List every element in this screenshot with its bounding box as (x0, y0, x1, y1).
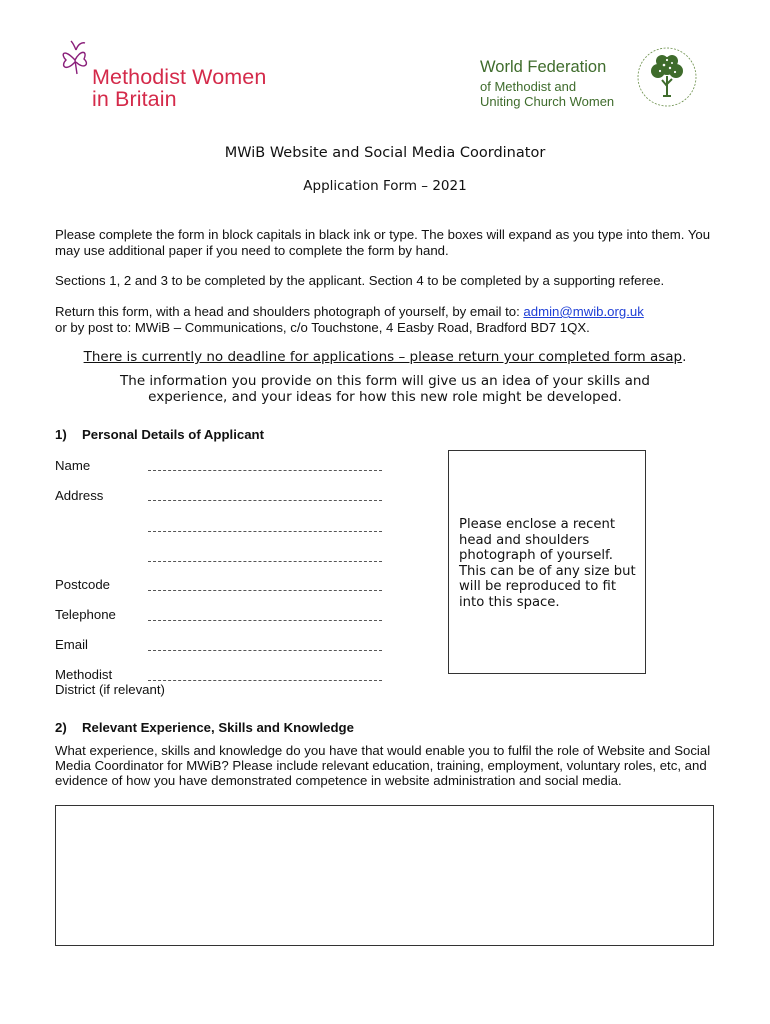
name-field[interactable] (148, 470, 382, 471)
wf-subtitle (480, 79, 614, 109)
section-2-title: Relevant Experience, Skills and Knowledge (82, 720, 354, 735)
postal-address: or by post to: MWiB – Communications, c/o Touchstone, 4 Easby Road, Bradford BD7 1QX. (55, 319, 590, 335)
page-title: MWiB Website and Social Media Coordinator (224, 145, 546, 161)
email-label: Email (55, 637, 88, 652)
telephone-field[interactable] (148, 620, 382, 621)
deadline-text: There is currently no deadline for applications – please return your completed form asap (83, 349, 683, 365)
tree-icon (636, 46, 698, 108)
section-1-number: 1) (55, 427, 67, 442)
deadline-period: . (682, 349, 687, 365)
intro-paragraph-3 (55, 304, 715, 335)
photo-box[interactable] (448, 450, 646, 674)
district-field[interactable] (148, 680, 382, 681)
info-paragraph: The information you provide on this form will give us an idea of your skills and experience, and your ideas for how this new role might be developed. (120, 373, 650, 405)
page-subtitle: Application Form – 2021 (303, 178, 467, 194)
wf-title: World Federation (480, 58, 607, 76)
mwib-wordmark (92, 66, 266, 110)
address-field-line-3[interactable] (148, 561, 382, 562)
wf-line2: of Methodist and (480, 79, 577, 94)
email-link[interactable]: admin@mwib.org.uk (523, 304, 644, 319)
address-label: Address (55, 488, 104, 503)
name-label: Name (55, 458, 91, 473)
photo-instructions: Please enclose a recent head and shoulders photograph of yourself. This can be of any size but will be reproduced to fit into this space. (459, 517, 636, 610)
intro-paragraph-2: Sections 1, 2 and 3 to be completed by the applicant. Section 4 to be completed by a supporting referee. (55, 273, 665, 288)
mwib-line1: Methodist Women (92, 65, 267, 89)
butterfly-icon (58, 40, 94, 80)
wf-line3: Uniting Church Women (480, 94, 615, 109)
section-1-heading (55, 427, 264, 442)
postcode-field[interactable] (148, 590, 382, 591)
section-2-heading (55, 720, 354, 735)
address-field-line-1[interactable] (148, 500, 382, 501)
experience-answer-box[interactable] (55, 805, 714, 946)
mwib-logo (58, 38, 298, 116)
district-label-line-2: District (if relevant) (55, 682, 165, 697)
section-2-question: What experience, skills and knowledge do you have that would enable you to fulfil the role of Website and Social Media Coordinator for MWiB? Please include relevant education, training, employment, voluntary roles, etc, and evidence of how you have demonstrated competence in website administration and social media. (55, 743, 711, 788)
deadline-notice (0, 349, 770, 365)
section-2-number: 2) (55, 720, 67, 735)
postcode-label: Postcode (55, 577, 110, 592)
address-field-line-2[interactable] (148, 531, 382, 532)
email-field[interactable] (148, 650, 382, 651)
district-label-line-1: Methodist (55, 667, 113, 682)
mwib-line2: in Britain (92, 87, 177, 111)
telephone-label: Telephone (55, 607, 116, 622)
intro-paragraph-1: Please complete the form in block capitals in black ink or type. The boxes will expand as you type into them. You may use additional paper if you need to complete the form by hand. (55, 227, 711, 258)
section-1-title: Personal Details of Applicant (82, 427, 264, 442)
district-label (55, 667, 165, 697)
return-instructions: Return this form, with a head and shoulders photograph of yourself, by email to: (55, 304, 524, 319)
wfmucw-logo (478, 48, 708, 118)
